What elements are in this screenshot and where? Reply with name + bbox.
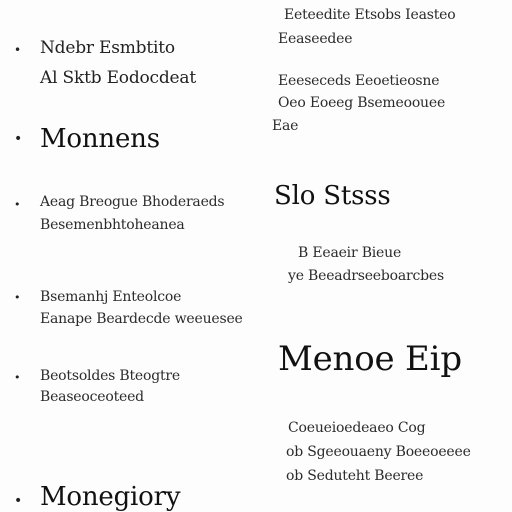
text-line: Eeteedite Etsobs Ieasteo xyxy=(284,7,456,23)
bullet-icon: • xyxy=(14,131,23,147)
text-line: ob Sgeeouaeny Boeeoeeee xyxy=(286,444,471,460)
text-line: Eeaseedee xyxy=(278,31,353,47)
text-line: Eeeseceds Eeoetieosne xyxy=(278,73,440,89)
text-line: ye Beeadrseeboarcbes xyxy=(288,268,444,284)
heading: Menoe Eip xyxy=(278,339,462,379)
bullet-icon: • xyxy=(14,291,21,304)
list-item-line: Monegiory xyxy=(40,482,181,512)
list-item-line: Beotsoldes Bteogtre xyxy=(40,368,180,384)
list-item-line: Al Sktb Eodocdeat xyxy=(40,68,196,88)
list-item-line: Ndebr Esmbtito xyxy=(40,38,175,58)
list-item-line: Bsemanhj Enteolcoe xyxy=(40,289,182,305)
bullet-icon: • xyxy=(14,371,21,384)
bullet-icon: • xyxy=(14,198,21,211)
list-item-line: Eanape Beardecde weeuesee xyxy=(40,311,243,327)
bullet-icon: • xyxy=(14,493,23,509)
heading: Slo Stsss xyxy=(274,181,391,211)
text-line: Oeo Eoeeg Bsemeoouee xyxy=(278,95,446,111)
list-item-line: Monnens xyxy=(40,124,160,154)
list-item-line: Besemenbhtoheanea xyxy=(40,217,185,233)
list-item-line: Aeag Breogue Bhoderaeds xyxy=(40,194,225,210)
right-column xyxy=(268,0,512,512)
bullet-icon: • xyxy=(14,43,22,57)
text-line: B Eeaeir Bieue xyxy=(298,245,402,261)
text-line: Coeueioedeaeo Cog xyxy=(288,420,426,436)
text-line: Eae xyxy=(272,118,299,134)
list-item-line: Beaseoceoteed xyxy=(40,389,144,405)
text-line: ob Seduteht Beeree xyxy=(286,468,424,484)
